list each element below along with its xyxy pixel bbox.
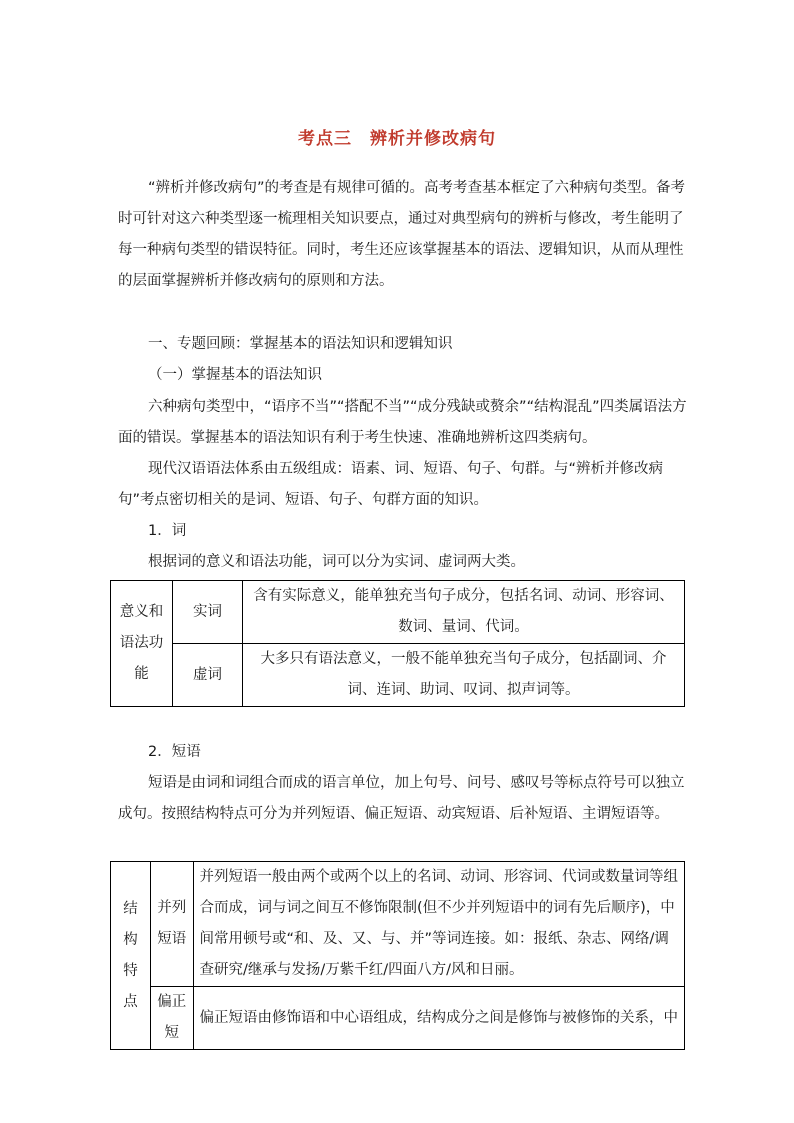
table-group-label: 结构特点: [111, 862, 151, 1050]
table-type-cell: 实词: [173, 581, 243, 644]
item-text-words: 根据词的意义和语法功能，词可以分为实词、虚词两大类。: [148, 554, 525, 570]
table-desc-cell: 大多只有语法意义，一般不能单独充当句子成分，包括副词、介词、连词、助词、叹词、拟声词等。: [243, 644, 685, 707]
table-row: [111, 581, 685, 644]
item-text-phrases: 短语是由词和词组合而成的语言单位，加上句号、问号、感叹号等标点符号可以独立成句。按照结构特点可分为并列短语、偏正短语、动宾短语、后补短语、主谓短语等。: [118, 775, 685, 822]
intro-paragraph: “辨析并修改病句”的考查是有规律可循的。高考考查基本框定了六种病句类型。备考时可针对这六种类型逐一梳理相关知识要点，通过对典型病句的辨析与修改，考生能明了每一种病句类型的错误特征。同时，考生还应该掌握基本的语法、逻辑知识，从而从理性的层面掌握辨析并修改病句的原则和方法。: [118, 180, 686, 289]
grammar-paragraph-2: 现代汉语语法体系由五级组成：语素、词、短语、句子、句群。与“辨析并修改病句”考点密切相关的是词、短语、句子、句群方面的知识。: [118, 461, 664, 508]
title-part2: 辨析并修改病句: [370, 129, 496, 149]
item-heading-words: 1．词: [148, 523, 187, 539]
title-part1: 考点三: [298, 129, 352, 149]
table-row: [111, 644, 685, 707]
table-desc-cell: 偏正短语由修饰语和中心语组成，结构成分之间是修饰与被修饰的关系，中: [193, 987, 685, 1050]
table-desc-cell: 含有实际意义，能单独充当句子成分，包括名词、动词、形容词、数词、量词、代词。: [243, 581, 685, 644]
table-group-label: 意义和语法功能: [111, 581, 173, 707]
table-row: [111, 987, 685, 1050]
table-desc-cell: 并列短语一般由两个或两个以上的名词、动词、形容词、代词或数量词等组合而成，词与词之间互不修饰限制(但不少并列短语中的词有先后顺序)，中间常用顿号或“和、及、又、与、并”等词连接。如：报纸、杂志、网络/调查研究/继承与发扬/万紫千红/四面八方/风和日丽。: [193, 862, 685, 987]
item-heading-phrases: 2．短语: [148, 744, 201, 760]
page-title: [0, 124, 794, 149]
word-class-table: [110, 580, 685, 707]
table-type-cell: 虚词: [173, 644, 243, 707]
subsection-heading: （一）掌握基本的语法知识: [148, 367, 322, 383]
section-heading: 一、专题回顾：掌握基本的语法知识和逻辑知识: [148, 336, 453, 352]
table-type-cell: 偏正短: [151, 987, 193, 1050]
table-type-cell: 并列短语: [151, 862, 193, 987]
grammar-paragraph-1: 六种病句类型中，“语序不当”“搭配不当”“成分残缺或赘余”“结构混乱”四类属语法方面的错误。掌握基本的语法知识有利于考生快速、准确地辨析这四类病句。: [118, 399, 687, 446]
table-row: [111, 862, 685, 987]
phrase-structure-table: [110, 861, 685, 1050]
